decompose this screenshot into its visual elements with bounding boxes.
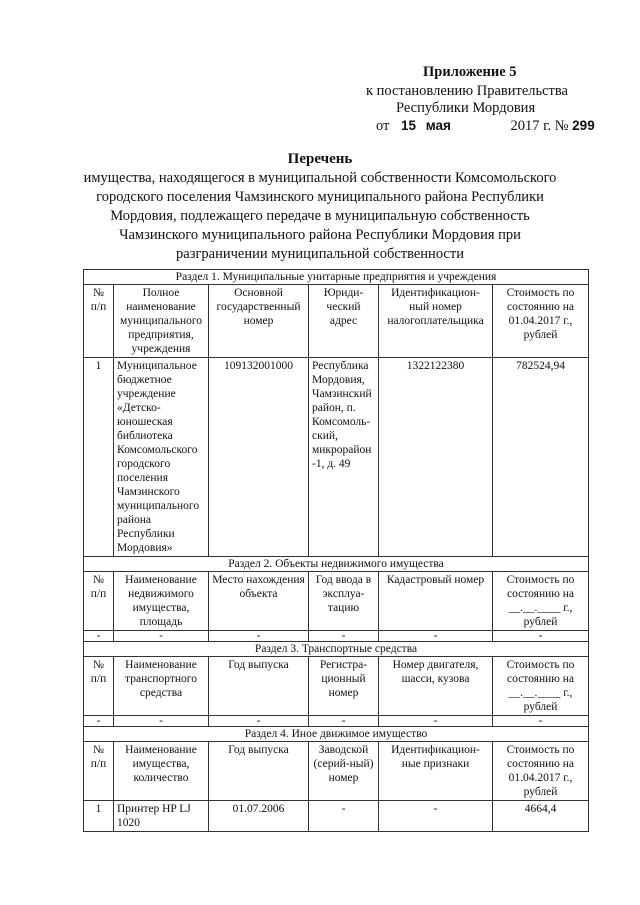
- dash-cell: -: [309, 716, 379, 727]
- table-row: [84, 631, 589, 642]
- col-header-year: Год выпуска: [209, 742, 309, 801]
- col-header-address: Юриди-ческий адрес: [309, 285, 379, 358]
- col-header-registration: Регистра-ционный номер: [309, 657, 379, 716]
- section-2-header-row: [84, 572, 589, 631]
- section-3-header-row: [84, 657, 589, 716]
- col-header-num: № п/п: [84, 285, 114, 358]
- col-header-num: № п/п: [84, 742, 114, 801]
- col-header-location: Место нахождения объекта: [209, 572, 309, 631]
- section-1-header-row: [84, 285, 589, 358]
- col-header-name: Полное наименование муниципального предприятия, учреждения: [114, 285, 209, 358]
- col-header-name: Наименование имущества, количество: [114, 742, 209, 801]
- col-header-inn: Идентификацион-ный номер налогоплательщика: [379, 285, 493, 358]
- col-header-serial: Заводской (серий-ный) номер: [309, 742, 379, 801]
- dash-cell: -: [209, 716, 309, 727]
- row-cost: 4664,4: [493, 801, 589, 832]
- col-header-num: № п/п: [84, 657, 114, 716]
- row-inn: 1322122380: [379, 358, 493, 557]
- section-3-title: Раздел 3. Транспортные средства: [84, 642, 589, 657]
- date-day: 15: [401, 118, 417, 133]
- col-header-cost: Стоимость по состоянию на 01.04.2017 г., рублей: [493, 285, 589, 358]
- row-name: Принтер HP LJ 1020: [114, 801, 209, 832]
- col-header-name: Наименование недвижимого имущества, площадь: [114, 572, 209, 631]
- dash-cell: -: [209, 631, 309, 642]
- header-line-republic: Республики Мордовия: [396, 100, 536, 116]
- section-4-title-row: [84, 727, 589, 742]
- subtitle-line: городского поселения Чамзинского муниципального района Республики: [96, 189, 544, 205]
- section-3-title-row: [84, 642, 589, 657]
- section-1-title: Раздел 1. Муниципальные унитарные предприятия и учреждения: [84, 270, 589, 285]
- document-subtitle: [75, 169, 565, 264]
- col-header-year: Год выпуска: [209, 657, 309, 716]
- dash-cell: -: [379, 716, 493, 727]
- row-num: 1: [84, 801, 114, 832]
- row-serial: -: [309, 801, 379, 832]
- section-2-title-row: [84, 557, 589, 572]
- col-header-num: № п/п: [84, 572, 114, 631]
- date-year: 2017 г. №: [510, 118, 569, 134]
- dash-cell: -: [493, 631, 589, 642]
- table-row: [84, 716, 589, 727]
- row-ident: -: [379, 801, 493, 832]
- col-header-cost: Стоимость по состоянию на __.__.____ г., рублей: [493, 657, 589, 716]
- row-num: 1: [84, 358, 114, 557]
- col-header-ogrn: Основной государственный номер: [209, 285, 309, 358]
- dash-cell: -: [114, 716, 209, 727]
- dash-cell: -: [379, 631, 493, 642]
- dash-cell: -: [84, 716, 114, 727]
- property-table: [83, 269, 589, 832]
- header-date-line: [376, 117, 595, 135]
- section-4-header-row: [84, 742, 589, 801]
- row-name: Муниципальное бюджетное учреждение «Детско-юношеская библиотека Комсомольского городского поселения Чамзинского муниципального района Республики Мордовия»: [114, 358, 209, 557]
- subtitle-line: разграничении муниципальной собственности: [176, 246, 464, 262]
- subtitle-line: имущества, находящегося в муниципальной собственности Комсомольского: [83, 170, 557, 186]
- col-header-ident: Идентификацион-ные признаки: [379, 742, 493, 801]
- date-month: мая: [425, 118, 451, 133]
- table-row: [84, 801, 589, 832]
- section-2-title: Раздел 2. Объекты недвижимого имущества: [84, 557, 589, 572]
- col-header-year: Год ввода в эксплуа-тацию: [309, 572, 379, 631]
- dash-cell: -: [114, 631, 209, 642]
- dash-cell: -: [84, 631, 114, 642]
- row-address: Республика Мордовия, Чамзинский район, п. Комсомоль-ский, микрорайон -1, д. 49: [309, 358, 379, 557]
- table-row: [84, 358, 589, 557]
- subtitle-line: Мордовия, подлежащего передаче в муниципальную собственность: [110, 208, 530, 224]
- dash-cell: -: [493, 716, 589, 727]
- section-4-title: Раздел 4. Иное движимое имущество: [84, 727, 589, 742]
- col-header-name: Наименование транспортного средства: [114, 657, 209, 716]
- row-year: 01.07.2006: [209, 801, 309, 832]
- dash-cell: -: [309, 631, 379, 642]
- col-header-cost: Стоимость по состоянию на __.__.____ г., рублей: [493, 572, 589, 631]
- col-header-cadastral: Кадастровый номер: [379, 572, 493, 631]
- header-line-resolution: к постановлению Правительства: [366, 83, 568, 99]
- row-ogrn: 109132001000: [209, 358, 309, 557]
- row-cost: 782524,94: [493, 358, 589, 557]
- col-header-engine: Номер двигателя, шасси, кузова: [379, 657, 493, 716]
- section-1-title-row: [84, 270, 589, 285]
- resolution-number: 299: [572, 118, 595, 133]
- subtitle-line: Чамзинского муниципального района Республики Мордовия при: [119, 227, 521, 243]
- appendix-title: Приложение 5: [423, 64, 517, 80]
- document-title: Перечень: [287, 151, 353, 167]
- date-ot: от: [376, 118, 390, 134]
- col-header-cost: Стоимость по состоянию на 01.04.2017 г., рублей: [493, 742, 589, 801]
